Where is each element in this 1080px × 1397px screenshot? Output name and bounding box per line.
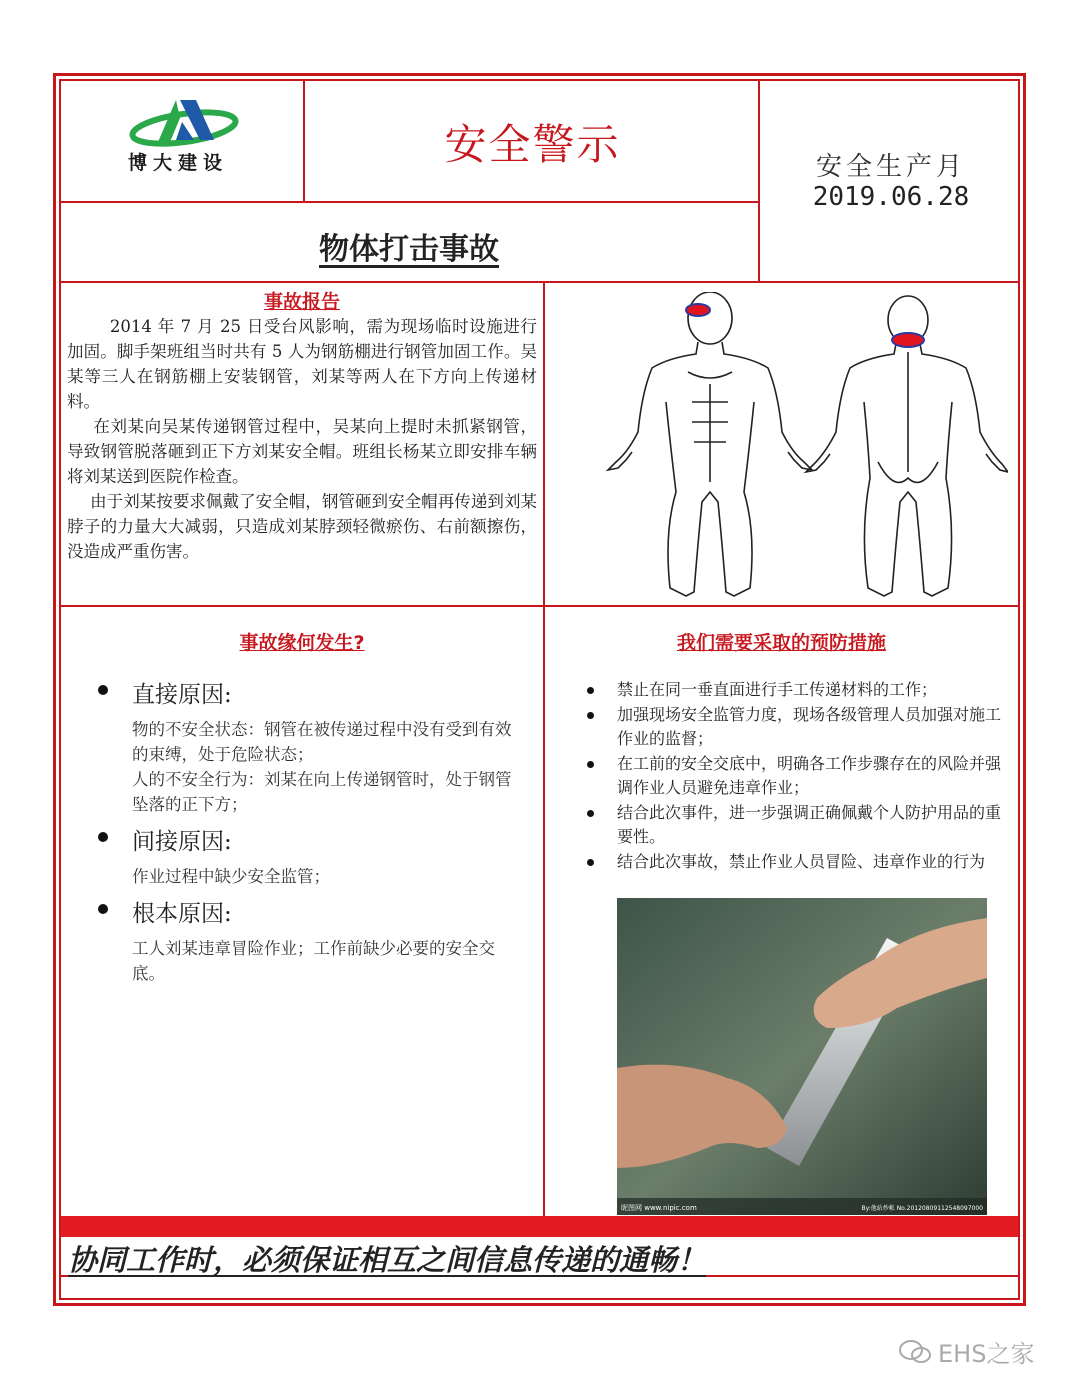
measures-heading: 我们需要采取的预防措施: [676, 632, 886, 654]
cause-title-text: 根本原因:: [132, 901, 232, 927]
logo-text: 博大建设: [128, 152, 229, 174]
measure-item: [583, 752, 1009, 800]
divider: [543, 282, 545, 1216]
bullet-icon: [98, 685, 108, 695]
baton-handoff-photo: [617, 898, 987, 1215]
front-body-figure: [608, 292, 812, 596]
causes-list: [96, 672, 526, 992]
forehead-injury-marker: [686, 304, 710, 316]
report-paragraph: 2014 年 7 月 25 日受台风影响，需为现场临时设施进行加固。脚手架班组当时共有 5 人为钢筋棚进行钢管加固工作。吴某等三人在钢筋棚上安装钢管，刘某等两人在下方向上传递材料。: [67, 317, 537, 411]
bullet-icon: [587, 859, 594, 866]
photo-caption-right: By:他站炒帐 No.20120809112548097000: [861, 1205, 983, 1212]
report-heading: 事故报告: [263, 291, 340, 313]
measure-text: 结合此次事件，进一步强调正确佩戴个人防护用品的重要性。: [617, 803, 1002, 846]
cause-body: 物的不安全状态：钢管在被传递过程中没有受到有效的束缚，处于危险状态； 人的不安全行为：刘某在向上传递钢管时，处于钢管坠落的正下方；: [132, 720, 512, 814]
cause-title-text: 间接原因:: [132, 829, 232, 855]
measure-text: 在工前的安全交底中，明确各工作步骤存在的风险并强调作业人员避免违章作业；: [617, 754, 1002, 797]
photo-caption-left: 昵图网 www.nipic.com: [621, 1204, 697, 1212]
bullet-icon: [587, 761, 594, 768]
measure-text: 结合此次事故，禁止作业人员冒险、违章作业的行为: [617, 852, 986, 871]
bullet-icon: [587, 810, 594, 817]
wechat-icon: [898, 1339, 932, 1365]
bullet-icon: [98, 832, 108, 842]
causes-heading: 事故缘何发生?: [239, 632, 365, 654]
measure-item: [583, 703, 1009, 751]
measure-text: 加强现场安全监管力度，现场各级管理人员加强对施工作业的监督；: [617, 705, 1002, 748]
report-paragraph: 在刘某向吴某传递钢管过程中，吴某向上提时未抓紧钢管，导致钢管脱落砸到正下方刘某安全帽。班组长杨某立即安排车辆将刘某送到医院作检查。: [67, 417, 537, 486]
watermark-text: EHS之家: [938, 1340, 1035, 1368]
neck-injury-marker: [892, 333, 924, 347]
measures-list: [583, 678, 1009, 875]
bullet-icon: [587, 687, 594, 694]
incident-subtitle: [61, 224, 757, 268]
report-paragraph: 由于刘某按要求佩戴了安全帽，钢管砸到安全帽再传递到刘某脖子的力量大大减弱，只造成刘某脖颈轻微瘀伤、右前额擦伤，没造成严重伤害。: [67, 492, 537, 561]
cause-title: [96, 823, 526, 856]
body-injury-diagram: [598, 292, 1008, 604]
bottom-red-band: [61, 1216, 1018, 1237]
divider: [61, 605, 1018, 607]
safety-slogan: 协同工作时，必须保证相互之间信息传递的通畅！: [68, 1243, 707, 1277]
watermark: [898, 1334, 1034, 1369]
bullet-icon: [587, 712, 594, 719]
bullet-icon: [98, 904, 108, 914]
cause-title: [96, 676, 526, 709]
cause-title: [96, 895, 526, 928]
measure-item: [583, 678, 1009, 702]
measure-text: 禁止在同一垂直面进行手工传递材料的工作；: [617, 680, 938, 699]
divider: [61, 201, 758, 203]
cause-body: 工人刘某违章冒险作业；工作前缺少必要的安全交底。: [132, 939, 495, 983]
date: 2019.06.28: [812, 182, 970, 212]
divider: [61, 281, 1018, 283]
cause-body: 作业过程中缺少安全监管；: [132, 867, 330, 886]
measure-item: [583, 801, 1009, 849]
page-title: 安全警示: [444, 120, 621, 169]
subtitle-text: 物体打击事故: [319, 232, 499, 267]
safety-month-label: 安全生产月: [815, 152, 966, 182]
report-text: [67, 314, 537, 564]
cause-title-text: 直接原因:: [132, 682, 232, 708]
measure-item: [583, 850, 1009, 874]
